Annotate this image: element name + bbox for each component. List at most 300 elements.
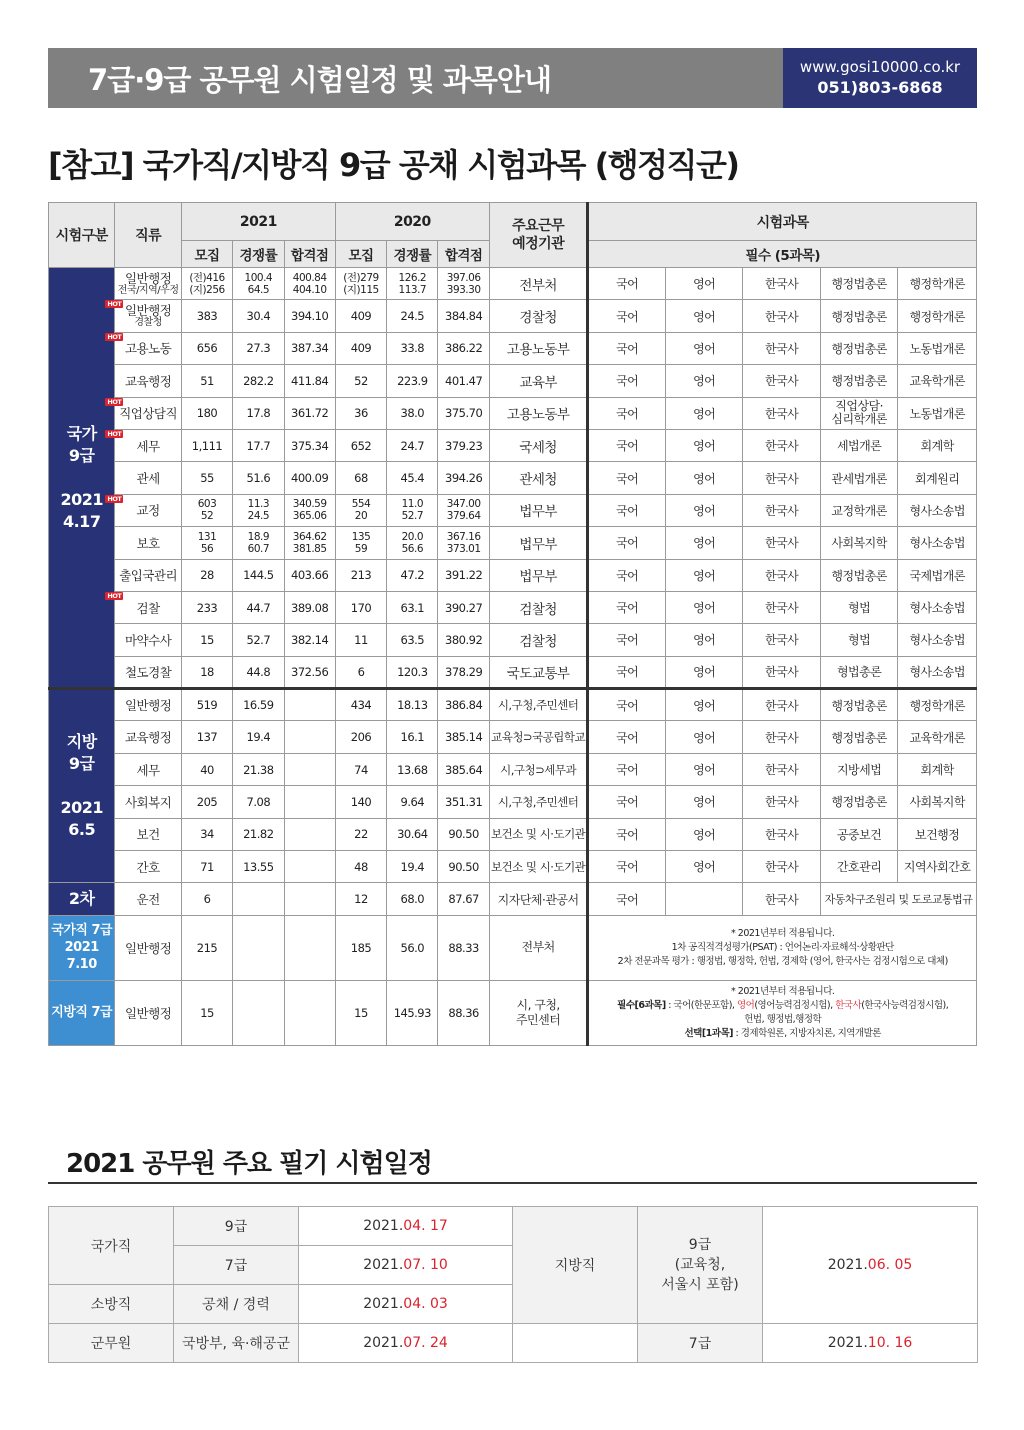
note-line: * 2021년부터 적용됩니다. <box>731 985 835 997</box>
sched-military: 군무원 <box>49 1324 174 1363</box>
stat-p20: 386.22 <box>438 332 489 364</box>
subject-english: 영어 <box>665 332 742 364</box>
subject-korean: 국어 <box>588 332 665 364</box>
org-name: 전부처 <box>489 268 588 300</box>
hot-badge: HOT <box>107 429 122 438</box>
stat-r20: 135 59 <box>335 527 386 559</box>
org-name: 보건소 및 시·도기관 <box>489 851 588 883</box>
stat-c21: 30.4 <box>233 300 284 332</box>
stat-p21: 372.56 <box>284 656 335 688</box>
table-row <box>49 689 977 721</box>
subject-korean: 국어 <box>588 462 665 494</box>
website-link[interactable]: www.gosi10000.co.kr <box>799 58 961 76</box>
job-name: 운전 <box>115 883 181 915</box>
stat-c21: 44.7 <box>233 591 284 623</box>
stat-p21 <box>284 818 335 850</box>
subject-5: 형사소송법 <box>898 624 977 656</box>
subject-4: 교정학개론 <box>820 494 897 526</box>
stat-p20: 390.27 <box>438 591 489 623</box>
note-english: 영어 <box>736 999 755 1011</box>
header-recruit-2020: 모집 <box>335 241 386 268</box>
job-name <box>115 624 181 656</box>
subject-4: 사회복지학 <box>820 527 897 559</box>
stat-p21: 364.62 381.85 <box>284 527 335 559</box>
subject-5: 회계원리 <box>898 462 977 494</box>
sched-military-date: 2021.07. 24 <box>299 1324 513 1363</box>
subject-korean: 국어 <box>588 527 665 559</box>
page-header <box>48 48 977 108</box>
subject-history: 한국사 <box>743 559 820 591</box>
sched-national-9-date: 2021.04. 17 <box>299 1207 513 1246</box>
stat-c20: 68.0 <box>387 883 438 915</box>
header-required: 필수 (5과목) <box>588 241 977 268</box>
stat-c20: 126.2 113.7 <box>387 268 438 300</box>
stat-p20: 90.50 <box>438 851 489 883</box>
stat-c20: 45.4 <box>387 462 438 494</box>
subject-history: 한국사 <box>743 365 820 397</box>
stat-r20: 12 <box>335 883 386 915</box>
note-line: 2차 전문과목 평가 : 행정법, 행정학, 헌법, 경제학 (영어, 한국사는 검정시험으로 대체) <box>617 955 948 967</box>
stat-c21: 16.59 <box>233 689 284 721</box>
stat-p20: 384.84 <box>438 300 489 332</box>
stat-p21 <box>284 689 335 721</box>
job-name <box>115 527 181 559</box>
hot-badge: HOT <box>107 397 122 406</box>
stat-p20: 351.31 <box>438 786 489 818</box>
stat-c21: 13.55 <box>233 851 284 883</box>
subject-history: 한국사 <box>743 268 820 300</box>
stat-p21: 400.09 <box>284 462 335 494</box>
stat-r20: 22 <box>335 818 386 850</box>
subject-english: 영어 <box>665 624 742 656</box>
job-name <box>115 656 181 688</box>
note-line: 헌법, 행정법,행정학 <box>744 1013 822 1025</box>
stat-c21: 27.3 <box>233 332 284 364</box>
org-name: 국도교통부 <box>489 656 588 688</box>
hot-badge: HOT <box>107 300 122 309</box>
subject-5: 노동법개론 <box>898 332 977 364</box>
subject-english: 영어 <box>665 656 742 688</box>
stat-c20: 19.4 <box>387 851 438 883</box>
note-text: (영어능력검정시험), <box>754 999 836 1011</box>
stat-c21: 52.7 <box>233 624 284 656</box>
subject-korean: 국어 <box>588 494 665 526</box>
header-year-2021: 2021 <box>181 203 335 241</box>
stat-c20: 63.5 <box>387 624 438 656</box>
table-row <box>49 527 977 559</box>
job-name-label: 일반행정 <box>124 303 172 319</box>
table-row <box>49 429 977 461</box>
subject-history: 한국사 <box>743 494 820 526</box>
sched-national-7-date: 2021.07. 10 <box>299 1246 513 1285</box>
stat-r20: 652 <box>335 429 386 461</box>
schedule-table <box>48 1206 978 1363</box>
subject-english: 영어 <box>665 689 742 721</box>
subject-english <box>665 883 742 915</box>
subject-4: 형법 <box>820 591 897 623</box>
subject-english: 영어 <box>665 429 742 461</box>
stat-r20: 140 <box>335 786 386 818</box>
job-name: 일반행정 <box>115 915 181 980</box>
table-row <box>49 721 977 753</box>
stat-r21: 1,111 <box>181 429 232 461</box>
subject-english: 영어 <box>665 559 742 591</box>
stat-r21: 15 <box>181 980 232 1045</box>
subject-5: 형사소송법 <box>898 494 977 526</box>
contact-box <box>783 48 977 108</box>
stat-p20: 394.26 <box>438 462 489 494</box>
table-row <box>49 818 977 850</box>
subject-4: 간호관리 <box>820 851 897 883</box>
subject-korean: 국어 <box>588 365 665 397</box>
subject-history: 한국사 <box>743 818 820 850</box>
header-year-2020: 2020 <box>335 203 489 241</box>
stat-c20: 16.1 <box>387 721 438 753</box>
org-name: 관세청 <box>489 462 588 494</box>
table-row <box>49 883 977 915</box>
stat-c21 <box>233 915 284 980</box>
subject-history: 한국사 <box>743 429 820 461</box>
job-name-label: 교육행정 <box>124 373 172 389</box>
stat-r20: 36 <box>335 397 386 429</box>
org-name: 시,구청⊃세무과 <box>489 753 588 785</box>
sched-military-type: 국방부, 육·해공군 <box>174 1324 299 1363</box>
subject-4: 관세법개론 <box>820 462 897 494</box>
subject-4-5: 자동차구조원리 및 도로교통법규 <box>820 883 976 915</box>
header-subjects: 시험과목 <box>588 203 977 241</box>
org-name: 국세청 <box>489 429 588 461</box>
job-name: 사회복지 <box>115 786 181 818</box>
header-category: 시험구분 <box>49 203 115 268</box>
table-row <box>49 268 977 300</box>
section-national-9: 국가 9급 2021 4.17 <box>49 268 115 689</box>
subject-english: 영어 <box>665 300 742 332</box>
stat-r20: (전)279 (지)115 <box>335 268 386 300</box>
sched-national: 국가직 <box>49 1207 174 1285</box>
stat-r21: 15 <box>181 624 232 656</box>
subject-4: 형법 <box>820 624 897 656</box>
stat-p20: 90.50 <box>438 818 489 850</box>
job-name <box>107 429 181 461</box>
stat-c20: 56.0 <box>387 915 438 980</box>
org-name: 지자단체·관공서 <box>489 883 588 915</box>
header-competition-2020: 경쟁률 <box>387 241 438 268</box>
job-name: 세무 <box>115 753 181 785</box>
stat-c21: 282.2 <box>233 365 284 397</box>
subject-korean: 국어 <box>588 397 665 429</box>
stat-r21: 18 <box>181 656 232 688</box>
job-name-label: 일반행정 <box>124 270 172 286</box>
stat-r21: 656 <box>181 332 232 364</box>
stat-p21 <box>284 851 335 883</box>
stat-r21: 383 <box>181 300 232 332</box>
subject-history: 한국사 <box>743 300 820 332</box>
job-name-label: 출입국관리 <box>119 568 178 584</box>
table-row <box>49 753 977 785</box>
subject-korean: 국어 <box>588 300 665 332</box>
job-name: 일반행정 <box>115 980 181 1045</box>
subject-english: 영어 <box>665 753 742 785</box>
job-name-label: 세무 <box>136 438 160 454</box>
stat-c21 <box>233 883 284 915</box>
stat-r21: 34 <box>181 818 232 850</box>
table-row <box>49 365 977 397</box>
schedule-divider <box>48 1182 977 1184</box>
stat-c21: 19.4 <box>233 721 284 753</box>
org-name: 검찰청 <box>489 591 588 623</box>
org-name: 보건소 및 시·도기관 <box>489 818 588 850</box>
sched-local: 지방직 <box>513 1207 638 1324</box>
hot-badge: HOT <box>107 494 122 503</box>
subject-korean: 국어 <box>588 429 665 461</box>
subject-english: 영어 <box>665 365 742 397</box>
org-name: 법무부 <box>489 527 588 559</box>
sched-fire: 소방직 <box>49 1285 174 1324</box>
subject-5: 지역사회간호 <box>898 851 977 883</box>
stat-r21: 137 <box>181 721 232 753</box>
stat-p20: 385.14 <box>438 721 489 753</box>
stat-c21: 44.8 <box>233 656 284 688</box>
stat-r20: 68 <box>335 462 386 494</box>
stat-p21: 340.59 365.06 <box>284 494 335 526</box>
job-name: 보건 <box>115 818 181 850</box>
subject-5: 교육학개론 <box>898 721 977 753</box>
job-name-label: 교정 <box>136 503 160 519</box>
subject-note <box>588 915 977 980</box>
stat-r20: 554 20 <box>335 494 386 526</box>
sched-local-7-date: 2021.10. 16 <box>763 1324 978 1363</box>
subject-4: 행정법총론 <box>820 332 897 364</box>
stat-r21: 131 56 <box>181 527 232 559</box>
table-row <box>49 300 977 332</box>
subject-history: 한국사 <box>743 397 820 429</box>
stat-r21: 205 <box>181 786 232 818</box>
stat-r21: 40 <box>181 753 232 785</box>
sched-local-blank <box>513 1324 638 1363</box>
stat-p20: 385.64 <box>438 753 489 785</box>
job-name: 일반행정 <box>115 689 181 721</box>
sched-national-9: 9급 <box>174 1207 299 1246</box>
table-row <box>49 624 977 656</box>
subject-history: 한국사 <box>743 527 820 559</box>
job-name-label: 철도경찰 <box>124 664 172 680</box>
org-name: 고용노동부 <box>489 332 588 364</box>
stat-p20: 88.33 <box>438 915 489 980</box>
note-required-label: 필수[6과목] <box>617 999 666 1011</box>
subject-5: 형사소송법 <box>898 527 977 559</box>
subject-5: 행정학개론 <box>898 268 977 300</box>
page-title: 7급·9급 공무원 시험일정 및 과목안내 <box>48 48 783 108</box>
job-sub-label: 전국/지역/우정 <box>117 284 179 296</box>
subject-korean: 국어 <box>588 559 665 591</box>
stat-c20: 13.68 <box>387 753 438 785</box>
stat-r20: 52 <box>335 365 386 397</box>
stat-c21 <box>233 980 284 1045</box>
note-history: 한국사 <box>835 999 862 1011</box>
subject-korean: 국어 <box>588 624 665 656</box>
stat-p21: 400.84 404.10 <box>284 268 335 300</box>
stat-r20: 409 <box>335 300 386 332</box>
stat-c20: 24.5 <box>387 300 438 332</box>
stat-p20: 347.00 379.64 <box>438 494 489 526</box>
stat-p21 <box>284 915 335 980</box>
stat-p21: 394.10 <box>284 300 335 332</box>
org-name: 법무부 <box>489 559 588 591</box>
stat-p20: 397.06 393.30 <box>438 268 489 300</box>
subject-english: 영어 <box>665 527 742 559</box>
subject-4: 행정법총론 <box>820 689 897 721</box>
stat-p20: 391.22 <box>438 559 489 591</box>
stat-r20: 213 <box>335 559 386 591</box>
stat-r21: 233 <box>181 591 232 623</box>
stat-c20: 20.0 56.6 <box>387 527 438 559</box>
section-local-7: 지방직 7급 <box>49 980 115 1045</box>
job-name <box>115 268 181 300</box>
stat-p21: 375.34 <box>284 429 335 461</box>
subject-5: 교육학개론 <box>898 365 977 397</box>
org-name: 시,구청,주민센터 <box>489 786 588 818</box>
stat-p20: 88.36 <box>438 980 489 1045</box>
stat-p21: 389.08 <box>284 591 335 623</box>
stat-p21: 387.34 <box>284 332 335 364</box>
stat-c20: 223.9 <box>387 365 438 397</box>
stat-r20: 409 <box>335 332 386 364</box>
subject-english: 영어 <box>665 786 742 818</box>
subject-4: 행정법총론 <box>820 559 897 591</box>
subject-english: 영어 <box>665 591 742 623</box>
job-name-label: 관세 <box>136 471 160 487</box>
stat-p20: 386.84 <box>438 689 489 721</box>
job-sub-label: 경찰청 <box>134 317 162 329</box>
stat-c20: 47.2 <box>387 559 438 591</box>
stat-r21: 71 <box>181 851 232 883</box>
stat-r21: 180 <box>181 397 232 429</box>
reference-title: [참고] 국가직/지방직 9급 공채 시험과목 (행정직군) <box>48 146 739 184</box>
section-local-9: 지방 9급 2021 6.5 <box>49 689 115 883</box>
subject-history: 한국사 <box>743 721 820 753</box>
header-recruit-2021: 모집 <box>181 241 232 268</box>
subject-4: 직업상담· 심리학개론 <box>820 397 897 429</box>
subject-history: 한국사 <box>743 624 820 656</box>
subject-korean: 국어 <box>588 818 665 850</box>
stat-c20: 11.0 52.7 <box>387 494 438 526</box>
stat-r21: 28 <box>181 559 232 591</box>
job-name-label: 검찰 <box>136 600 160 616</box>
subject-english: 영어 <box>665 851 742 883</box>
stat-r21: 519 <box>181 689 232 721</box>
header-job: 직류 <box>115 203 181 268</box>
table-row <box>49 559 977 591</box>
stat-r21: 603 52 <box>181 494 232 526</box>
stat-p21: 403.66 <box>284 559 335 591</box>
stat-p21: 382.14 <box>284 624 335 656</box>
subject-5: 행정학개론 <box>898 300 977 332</box>
stat-r21: 6 <box>181 883 232 915</box>
stat-c20: 30.64 <box>387 818 438 850</box>
sched-local-7: 7급 <box>638 1324 763 1363</box>
phone-number: 051)803-6868 <box>817 78 943 97</box>
stat-c21: 21.82 <box>233 818 284 850</box>
subject-5: 보건행정 <box>898 818 977 850</box>
sched-national-7: 7급 <box>174 1246 299 1285</box>
org-name: 검찰청 <box>489 624 588 656</box>
subject-history: 한국사 <box>743 786 820 818</box>
header-org: 주요근무 예정기관 <box>489 203 588 268</box>
job-name <box>107 300 181 332</box>
stat-c20: 24.7 <box>387 429 438 461</box>
section-national-7: 국가직 7급 2021 7.10 <box>49 915 115 980</box>
org-name: 경찰청 <box>489 300 588 332</box>
job-name-label: 직업상담직 <box>119 406 178 422</box>
table-row <box>49 462 977 494</box>
stat-p21 <box>284 980 335 1045</box>
stat-p21 <box>284 753 335 785</box>
job-name <box>115 559 181 591</box>
stat-r20: 11 <box>335 624 386 656</box>
stat-p21: 361.72 <box>284 397 335 429</box>
stat-r20: 185 <box>335 915 386 980</box>
stat-r20: 74 <box>335 753 386 785</box>
job-name: 교육행정 <box>115 721 181 753</box>
subject-history: 한국사 <box>743 656 820 688</box>
section-second: 2차 <box>49 883 115 915</box>
org-name: 시,구청,주민센터 <box>489 689 588 721</box>
stat-c20: 145.93 <box>387 980 438 1045</box>
subject-4: 행정법총론 <box>820 721 897 753</box>
table-row <box>49 851 977 883</box>
stat-c20: 120.3 <box>387 656 438 688</box>
stat-p20: 379.23 <box>438 429 489 461</box>
sched-local-9-date: 2021.06. 05 <box>763 1207 978 1324</box>
hot-badge: HOT <box>107 591 122 600</box>
stat-c21: 11.3 24.5 <box>233 494 284 526</box>
stat-r21: (전)416 (지)256 <box>181 268 232 300</box>
subject-5: 사회복지학 <box>898 786 977 818</box>
stat-r21: 215 <box>181 915 232 980</box>
stat-r20: 48 <box>335 851 386 883</box>
subject-history: 한국사 <box>743 883 820 915</box>
stat-p21 <box>284 786 335 818</box>
note-text: : 국어(한문포함), <box>665 999 737 1011</box>
job-name-label: 마약수사 <box>124 632 172 648</box>
subject-4: 행정법총론 <box>820 300 897 332</box>
job-name-label: 보호 <box>136 535 160 551</box>
stat-p20: 401.47 <box>438 365 489 397</box>
job-name <box>107 591 181 623</box>
stat-c21: 18.9 60.7 <box>233 527 284 559</box>
subject-history: 한국사 <box>743 591 820 623</box>
org-name: 전부처 <box>489 915 588 980</box>
stat-c20: 33.8 <box>387 332 438 364</box>
subject-4: 공중보건 <box>820 818 897 850</box>
job-name <box>107 397 181 429</box>
subject-5: 행정학개론 <box>898 689 977 721</box>
stat-r21: 55 <box>181 462 232 494</box>
subject-korean: 국어 <box>588 786 665 818</box>
sched-fire-date: 2021.04. 03 <box>299 1285 513 1324</box>
table-row <box>49 980 977 1045</box>
job-name <box>115 365 181 397</box>
subject-history: 한국사 <box>743 332 820 364</box>
job-name-label: 고용노동 <box>124 341 172 357</box>
subject-english: 영어 <box>665 494 742 526</box>
subject-korean: 국어 <box>588 268 665 300</box>
org-name: 고용노동부 <box>489 397 588 429</box>
stat-p20: 87.67 <box>438 883 489 915</box>
table-row <box>49 332 977 364</box>
note-line: 1차 공직적격성평가(PSAT) : 언어논리·자료해석·상황판단 <box>671 941 894 953</box>
subject-5: 형사소송법 <box>898 656 977 688</box>
